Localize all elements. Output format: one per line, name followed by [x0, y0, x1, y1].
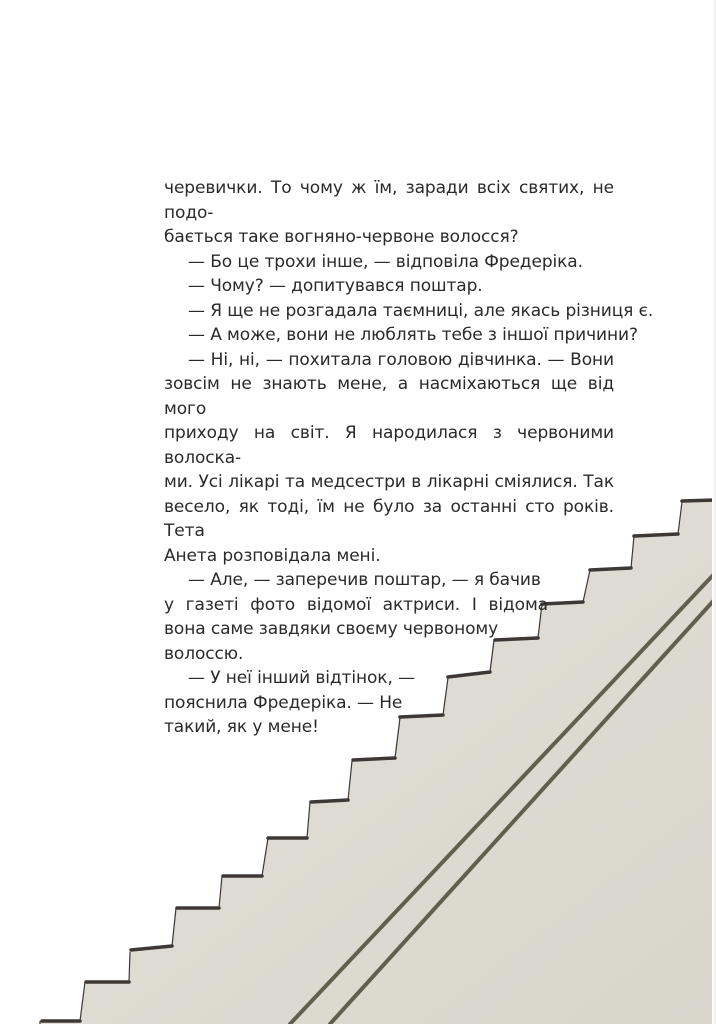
text-line: вона саме завдяки своєму червоному — [164, 619, 499, 639]
text-line: зовсім не знають мене, а насміхаються ще від мого — [164, 374, 614, 419]
text-line: у газеті фото відомої актриси. І відома — [164, 594, 548, 615]
dialogue-line: — У неї інший відтінок, — — [188, 668, 415, 688]
page-edge-shadow — [712, 0, 716, 1024]
text-line: ми. Усі лікарі та медсестри в лікарні сміялися. Так — [164, 472, 614, 492]
text-line: волоссю. — [164, 643, 244, 664]
dialogue-line: — Я ще не розгадала таємниці, але якась різниця є. — [188, 300, 654, 321]
dialogue-line: — Ні, ні, — похитала головою дівчинка. — Вони — [188, 349, 614, 370]
text-line: приходу на світ. Я народилася з червоними волоска- — [164, 423, 614, 468]
text-line: черевички. То чому ж їм, заради всіх святих, не подо- — [164, 178, 614, 223]
text-line: весело, як тоді, їм не було за останні сто років. Тета — [164, 496, 614, 541]
dialogue-line: — Чому? — допитувався поштар. — [188, 276, 483, 296]
dialogue-line: — Але, — заперечив поштар, — я бачив — [188, 570, 541, 590]
text-line: Анета розповідала мені. — [164, 545, 381, 566]
story-text — [164, 176, 654, 740]
dialogue-line: — А може, вони не люблять тебе з іншої причини? — [188, 325, 638, 345]
dialogue-line: — Бо це трохи інше, — відповіла Фредеріка. — [188, 251, 583, 272]
text-line: пояснила Фредеріка. — Не — [164, 692, 403, 713]
text-line: бається таке вогняно-червоне волосся? — [164, 227, 519, 247]
text-line: такий, як у мене! — [164, 717, 319, 737]
